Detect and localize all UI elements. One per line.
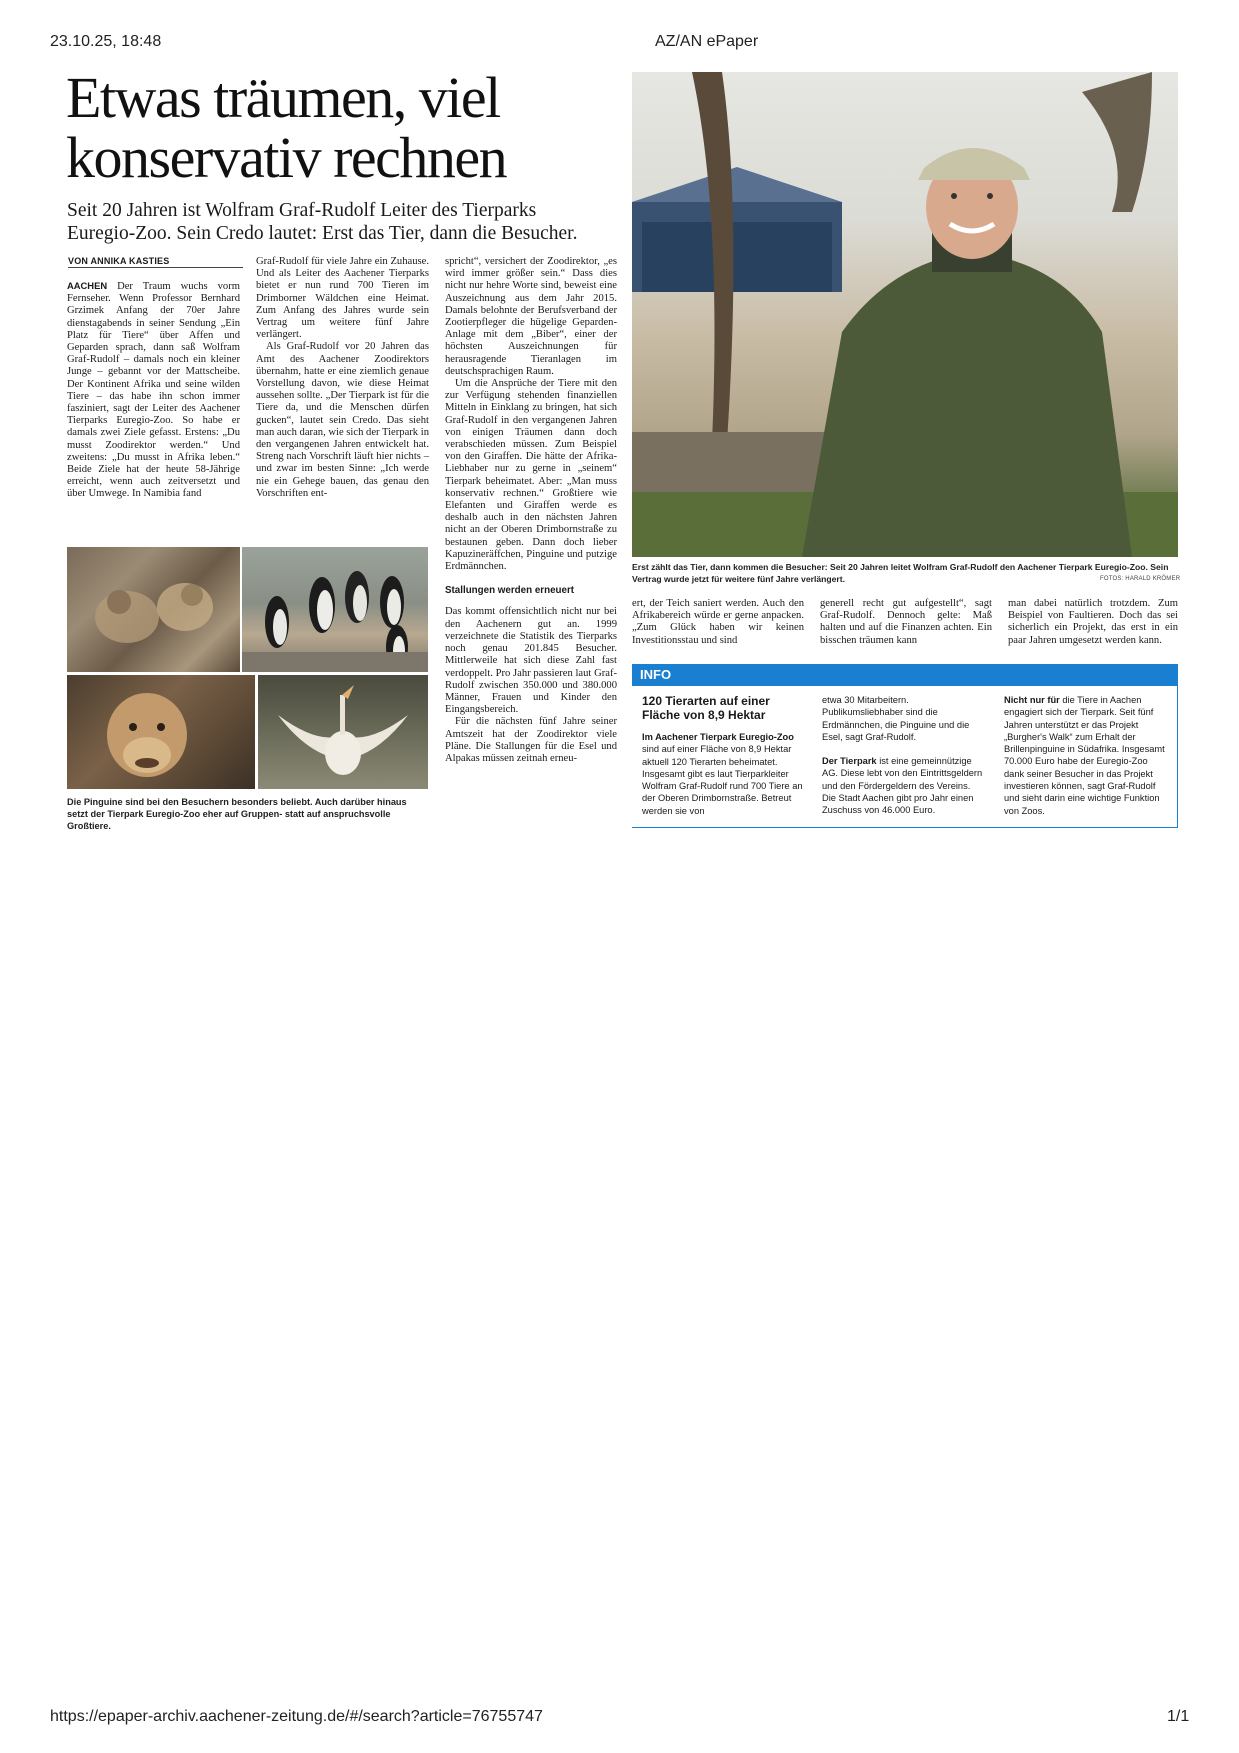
penguin-illustration — [242, 547, 428, 672]
title-line-1: Etwas träumen, viel — [66, 65, 500, 130]
info-column-1 — [642, 694, 804, 817]
info-label: INFO — [632, 664, 1177, 686]
lynx-illustration — [67, 547, 240, 672]
director-portrait-illustration — [632, 72, 1178, 557]
info-col2-text-2: ist eine gemeinnützige AG. Diese lebt von den Eintrittsgeldern und den Fördergeldern des Vereins. Die Stadt Aachen gibt pro Jahr einen Zuschuss von 46.000 Euro. — [822, 756, 983, 816]
info-col2-text-1: etwa 30 Mitarbeitern. Publikumsliebhaber sind die Erdmännchen, die Pinguine und die Esel, sagt Graf-Rudolf. — [822, 695, 970, 742]
col3-paragraph-4: Für die nächsten fünf Jahre seiner Amtszeit hat der Zoodirektor viele Pläne. Die Stallungen für die Esel und Alpakas müssen zeitnah erneu- — [445, 716, 617, 764]
article-column-4 — [632, 598, 804, 647]
print-url: https://epaper-archiv.aachener-zeitung.de/#/search?article=76755747 — [50, 1708, 543, 1725]
print-page-title: AZ/AN ePaper — [655, 33, 759, 50]
article-column-5 — [820, 598, 992, 647]
article-column-3 — [445, 256, 617, 765]
col3-paragraph-3: Das kommt offensichtlich nicht nur bei den Aachenern gut an. 1999 verzeichnete die Statistik des Tierparks noch genau 201.845 Besucher. Mittlerweile hat sich diese Zahl fast verdoppelt. Pro Jahr passieren laut Graf-Rudolf zwischen 350.000 und 380.000 Männer, Frauen und Kinder den Eingangsbereich. — [445, 606, 617, 716]
article-column-2 — [256, 256, 429, 500]
byline: VON ANNIKA KASTIES — [68, 256, 243, 268]
col3-paragraph-2: Um die Ansprüche der Tiere mit den zur Verfügung stehenden finanziellen Mitteln in Einklang zu bringen, hat sich Graf-Rudolf in den vergangenen Jahren von einigen Träumen dann doch verabschieden müssen. Zum Beispiel von den Giraffen. Die hätte der Afrika-Liebhaber nur zu gerne in „seinem“ Tierpark beheimatet. Aber: „Man muss konservativ rechnen.“ Großtiere wie Elefanten und Giraffen werde es deshalb auch in den nächsten Jahren nicht an der Oberen Drimbornstraße zu bestaunen geben. Dann doch lieber Kapuzineräffchen, Pinguine und putzige Erdmännchen. — [445, 378, 617, 573]
col2-paragraph-1: Graf-Rudolf für viele Jahre ein Zuhause. Und als Leiter des Aachener Tierparks bietet er nun rund 700 Tieren im Drimborner Wäldchen eine Heimat. Zum Anfang des Jahres wurde sein Vertrag um weitere fünf Jahre verlängert. — [256, 256, 429, 341]
title-line-2: konservativ rechnen — [66, 125, 507, 190]
photo-credit: FOTOS: HARALD KRÖMER — [1100, 576, 1181, 582]
col1-text: Der Traum wuchs vorm Fernseher. Wenn Professor Bernhard Grzimek Anfang der 70er Jahre dienstagabends in seiner Sendung „Ein Platz für Tiere“ über Affen und Geparden sprach, dann saß Wolfram Graf-Rudolf – damals noch ein kleiner Junge – gebannt vor der Mattscheibe. Der Kontinent Afrika und seine wilden Tiere – das habe ihn schon immer fasziniert, sagt der Leiter des Aachener Tierparks Euregio-Zoo. So habe er damals zwei Ziele gefasst. Erstens: „Du musst Zoodirektor werden.“ Und zweitens: „Du musst in Afrika leben.“ Beide Ziele hat der heute 58-Jährige erreicht, wenn auch zeitversetzt und über Umwege. In Namibia fand — [67, 281, 240, 500]
article-column-1 — [67, 280, 240, 501]
penguin-photo — [242, 547, 428, 672]
lynx-photo — [67, 547, 240, 672]
info-box — [632, 664, 1178, 828]
info-heading: 120 Tierarten auf einer Fläche von 8,9 Hektar — [642, 694, 770, 722]
print-page-count: 1/1 — [1167, 1708, 1190, 1725]
article-title — [66, 65, 626, 190]
col4-text: ert, der Teich saniert werden. Auch den Afrikabereich würde er gerne anpacken. „Zum Glück haben wir keinen Investitionsstau und sind — [632, 598, 804, 646]
info-col1-text: sind auf einer Fläche von 8,9 Hektar aktuell 120 Tierarten beheimatet. Insgesamt gibt es laut Tierparkleiter Wolfram Graf-Rudolf rund 700 Tiere an der Oberen Drimbornstraße. Betreut werden sie von — [642, 744, 803, 816]
camel-illustration — [67, 675, 255, 789]
info-column-2 — [822, 694, 984, 817]
col3-paragraph-1: spricht“, versichert der Zoodirektor, „es wird immer größer sein.“ Dass dies nicht nur hehre Worte sind, beweist eine Auszeichnung aus dem Jahr 2015. Damals belohnte der Berufsverband der Zootierpfleger die hügelige Geparden-Anlage mit dem „Biber“, einer der höchsten Auszeichnungen für herausragende Tieranlagen im deutschsprachigen Raum. — [445, 256, 617, 377]
subheading: Stallungen werden erneuert — [445, 585, 575, 597]
print-datetime: 23.10.25, 18:48 — [50, 33, 162, 50]
info-col3-text: die Tiere in Aachen engagiert sich der Tierpark. Seit fünf Jahren unterstützt er das Projekt „Burgher's Walk“ zum Erhalt der Brillenpinguine in Südafrika. Insgesamt 70.000 Euro habe der Euregio-Zoo dank seiner Besucher in das Projekt investieren können, sagt Graf-Rudolf und sieht darin eine wichtige Funktion von Zoos. — [1004, 695, 1165, 816]
director-portrait-photo — [632, 72, 1178, 557]
subtitle-line-1: Seit 20 Jahren ist Wolfram Graf-Rudolf Leiter des Tierparks — [67, 200, 537, 221]
camel-photo — [67, 675, 255, 789]
col2-paragraph-2: Als Graf-Rudolf vor 20 Jahren das Amt des Aachener Zoodirektors übernahm, hatte er eine ziemlich genaue Vorstellung davon, wie diese Heimat aussehen sollte. „Der Tierpark ist für die Tiere da, und die Menschen dürfen gucken“, lautet sein Credo. Das sieht man auch daran, wie sich der Tierpark in den vergangenen Jahren entwickelt hat. Streng nach Vorschrift läuft hier nichts – und zwar im besten Sinne: „Ich werde nie ein Gehege bauen, das genau den Vorschriften ent- — [256, 341, 429, 499]
photo-caption-left: Die Pinguine sind bei den Besuchern besonders beliebt. Auch darüber hinaus setzt der Tierpark Euregio-Zoo eher auf Gruppen- statt auf anspruchsvolle Großtiere. — [67, 797, 407, 831]
article-subtitle — [67, 199, 627, 245]
pelican-illustration — [258, 675, 428, 789]
info-col2-lead: Der Tierpark — [822, 756, 877, 767]
article-column-6 — [1008, 598, 1178, 647]
photo-caption-right: Erst zählt das Tier, dann kommen die Besucher: Seit 20 Jahren leitet Wolfram Graf-Rudolf den Aachener Tierpark Euregio-Zoo. Sein Vertrag wurde jetzt für weitere fünf Jahre verlängert. — [632, 562, 1169, 584]
info-col1-lead: Im Aachener Tierpark Euregio-Zoo — [642, 732, 794, 742]
col6-text: man dabei natürlich trotzdem. Zum Beispiel von Faultieren. Doch das sei sicherlich ein Projekt, das erst in ein paar Jahren umgesetzt werden kann. — [1008, 598, 1178, 646]
info-column-3 — [1004, 694, 1170, 817]
col5-text: generell recht gut aufgestellt“, sagt Graf-Rudolf. Dennoch gelte: Maß halten und auf die Finanzen achten. Ein bisschen träumen kann — [820, 598, 992, 646]
info-col3-lead: Nicht nur für — [1004, 695, 1060, 705]
dateline: AACHEN — [67, 280, 108, 291]
pelican-photo — [258, 675, 428, 789]
subtitle-line-2: Euregio-Zoo. Sein Credo lautet: Erst das Tier, dann die Besucher. — [67, 223, 578, 244]
